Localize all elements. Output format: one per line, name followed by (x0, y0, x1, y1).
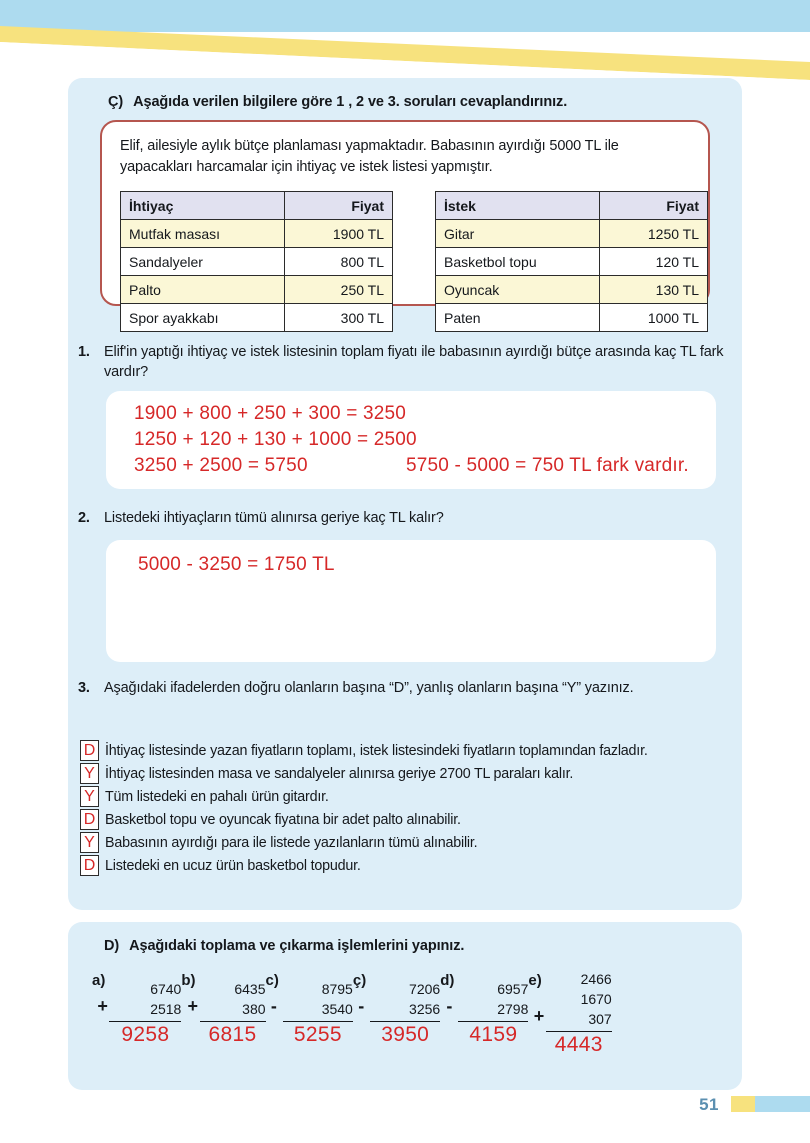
wants-table-header-price: Fiyat (600, 192, 708, 220)
needs-table-header-price: Fiyat (285, 192, 393, 220)
true-false-text-5: Babasının ayırdığı para ile listede yazılanların tümü alınabilir. (105, 835, 478, 851)
needs-item-price: 800 TL (285, 248, 393, 276)
problem-c-cedilla-operand-1: 7206 (409, 981, 441, 997)
problem-d-operand-2: 2798 (497, 1000, 529, 1017)
problem-b-result: 6815 (208, 1022, 257, 1046)
true-false-text-6: Listedeki en ucuz ürün basketbol topudur. (105, 858, 361, 874)
problem-b-operand-2: 380 (242, 1000, 266, 1017)
section-c-heading (108, 94, 567, 110)
needs-item-name: Spor ayakkabı (121, 304, 285, 332)
problem-e-result: 4443 (554, 1032, 603, 1056)
true-false-text-2: İhtiyaç listesinden masa ve sandalyeler alınırsa geriye 2700 TL paraları kalır. (105, 766, 574, 782)
list-item (80, 740, 740, 761)
true-false-box-5[interactable]: Y (80, 832, 99, 853)
problem-c-operand-1: 8795 (321, 981, 353, 997)
wants-table (435, 191, 708, 332)
section-d-letter: D) (104, 938, 120, 954)
section-d-panel (68, 922, 742, 1090)
problem-e-operand-2: 1670 (580, 990, 612, 1007)
table-row (436, 248, 708, 276)
header-blue-band (0, 0, 810, 32)
problem-e[interactable] (528, 970, 611, 1057)
problem-c-cedilla-operator: - (358, 995, 365, 1016)
true-false-text-1: İhtiyaç listesinde yazan fiyatların toplamı, istek listesindeki fiyatların toplamından fazladır. (105, 743, 648, 759)
footer-blue-block (755, 1096, 810, 1112)
answer-1-line-1: 1900 + 800 + 250 + 300 = 3250 (134, 403, 407, 424)
wants-item-name: Paten (436, 304, 600, 332)
question-3 (78, 678, 738, 698)
table-row (121, 304, 393, 332)
needs-item-price: 1900 TL (285, 220, 393, 248)
list-item (80, 763, 740, 784)
list-item (80, 832, 740, 853)
list-item (80, 786, 740, 807)
wants-table-header-item: İstek (436, 192, 600, 220)
question-3-text: Aşağıdaki ifadelerden doğru olanların başına “D”, yanlış olanların başına “Y” yazınız. (104, 680, 634, 696)
problem-c-operator: - (270, 995, 277, 1016)
problem-b-label: b) (181, 972, 196, 989)
problem-d-operand-1: 6957 (497, 981, 529, 997)
problem-c-label: c) (265, 972, 279, 989)
list-item (80, 855, 740, 876)
problem-a-operand-2: 2518 (150, 1000, 182, 1017)
problem-e-operator: + (533, 1005, 545, 1026)
answer-1-line-4: 5750 - 5000 = 750 TL fark vardır. (406, 455, 689, 476)
problem-a-result: 9258 (121, 1022, 170, 1046)
page-footer (0, 1091, 810, 1143)
true-false-box-2[interactable]: Y (80, 763, 99, 784)
table-row (121, 276, 393, 304)
table-header-row (121, 192, 393, 220)
list-item (80, 809, 740, 830)
question-1 (78, 342, 738, 382)
wants-item-name: Gitar (436, 220, 600, 248)
true-false-box-6[interactable]: D (80, 855, 99, 876)
answer-2-line-1: 5000 - 3250 = 1750 TL (138, 554, 335, 575)
page-number: 51 (699, 1095, 719, 1114)
wants-item-name: Oyuncak (436, 276, 600, 304)
problem-c-cedilla[interactable] (353, 970, 440, 1057)
problem-c[interactable] (266, 970, 353, 1057)
problem-d-operator: - (446, 995, 453, 1016)
wants-item-price: 1250 TL (600, 220, 708, 248)
needs-item-price: 300 TL (285, 304, 393, 332)
table-row (121, 220, 393, 248)
table-row (436, 276, 708, 304)
question-2 (78, 508, 738, 528)
section-d-title: Aşağıdaki toplama ve çıkarma işlemlerini yapınız. (129, 938, 465, 954)
needs-item-price: 250 TL (285, 276, 393, 304)
problem-a-operator: + (97, 995, 108, 1016)
true-false-box-3[interactable]: Y (80, 786, 99, 807)
answer-1-line-3: 3250 + 2500 = 5750 (134, 455, 308, 476)
wants-item-price: 120 TL (600, 248, 708, 276)
problem-d[interactable] (440, 970, 528, 1057)
needs-item-name: Mutfak masası (121, 220, 285, 248)
question-1-text: Elif'in yaptığı ihtiyaç ve istek listesinin toplam fiyatı ile babasının ayırdığı bütçe arasında kaç TL fark vardır? (104, 344, 724, 380)
problem-d-result: 4159 (469, 1022, 518, 1046)
answer-area-1[interactable] (106, 391, 716, 489)
problem-d-label: d) (440, 972, 455, 989)
problem-b-operator: + (187, 995, 199, 1016)
problem-e-operand-3: 307 (588, 1010, 612, 1027)
problem-c-cedilla-operand-2: 3256 (409, 1000, 441, 1017)
table-row (121, 248, 393, 276)
section-c-title: Aşağıda verilen bilgilere göre 1 , 2 ve 3. soruları cevaplandırınız. (133, 94, 568, 110)
problem-a-operand-1: 6740 (150, 981, 182, 997)
info-box (100, 120, 710, 326)
question-2-text: Listedeki ihtiyaçların tümü alınırsa geriye kaç TL kalır? (104, 510, 444, 526)
table-header-row (436, 192, 708, 220)
needs-table (120, 191, 393, 332)
footer-yellow-block (731, 1096, 755, 1112)
true-false-text-3: Tüm listedeki en pahalı ürün gitardır. (105, 789, 329, 805)
section-c-panel (68, 78, 742, 910)
problem-c-cedilla-label: ç) (352, 972, 367, 989)
wants-item-price: 130 TL (600, 276, 708, 304)
problem-e-label: e) (528, 972, 542, 989)
problem-b[interactable] (181, 970, 265, 1057)
answer-1-line-2: 1250 + 120 + 130 + 1000 = 2500 (134, 429, 417, 450)
problem-c-operand-2: 3540 (321, 1000, 353, 1017)
problem-a[interactable] (92, 970, 181, 1057)
problem-e-operand-1: 2466 (580, 971, 612, 987)
price-tables-row (120, 191, 708, 332)
table-row (436, 220, 708, 248)
true-false-box-1[interactable]: D (80, 740, 99, 761)
problem-c-result: 5255 (293, 1022, 342, 1046)
true-false-box-4[interactable]: D (80, 809, 99, 830)
table-row (436, 304, 708, 332)
question-2-number: 2. (78, 510, 90, 526)
problem-c-cedilla-result: 3950 (381, 1022, 430, 1046)
section-d-heading (104, 938, 464, 954)
problem-a-label: a) (92, 972, 106, 989)
needs-table-header-item: İhtiyaç (121, 192, 285, 220)
true-false-text-4: Basketbol topu ve oyuncak fiyatına bir adet palto alınabilir. (105, 812, 461, 828)
needs-item-name: Palto (121, 276, 285, 304)
wants-item-price: 1000 TL (600, 304, 708, 332)
info-paragraph: Elif, ailesiyle aylık bütçe planlaması yapmaktadır. Babasının ayırdığı 5000 TL ile yapacakları harcamalar için ihtiyaç ve istek listesi yapmıştır. (120, 138, 619, 176)
problem-b-operand-1: 6435 (234, 981, 266, 997)
question-3-number: 3. (78, 680, 90, 696)
arithmetic-row (92, 970, 722, 1057)
answer-area-2[interactable] (106, 540, 716, 662)
wants-item-name: Basketbol topu (436, 248, 600, 276)
true-false-list (80, 740, 740, 878)
needs-item-name: Sandalyeler (121, 248, 285, 276)
section-c-letter: Ç) (108, 94, 124, 110)
question-1-number: 1. (78, 344, 90, 360)
